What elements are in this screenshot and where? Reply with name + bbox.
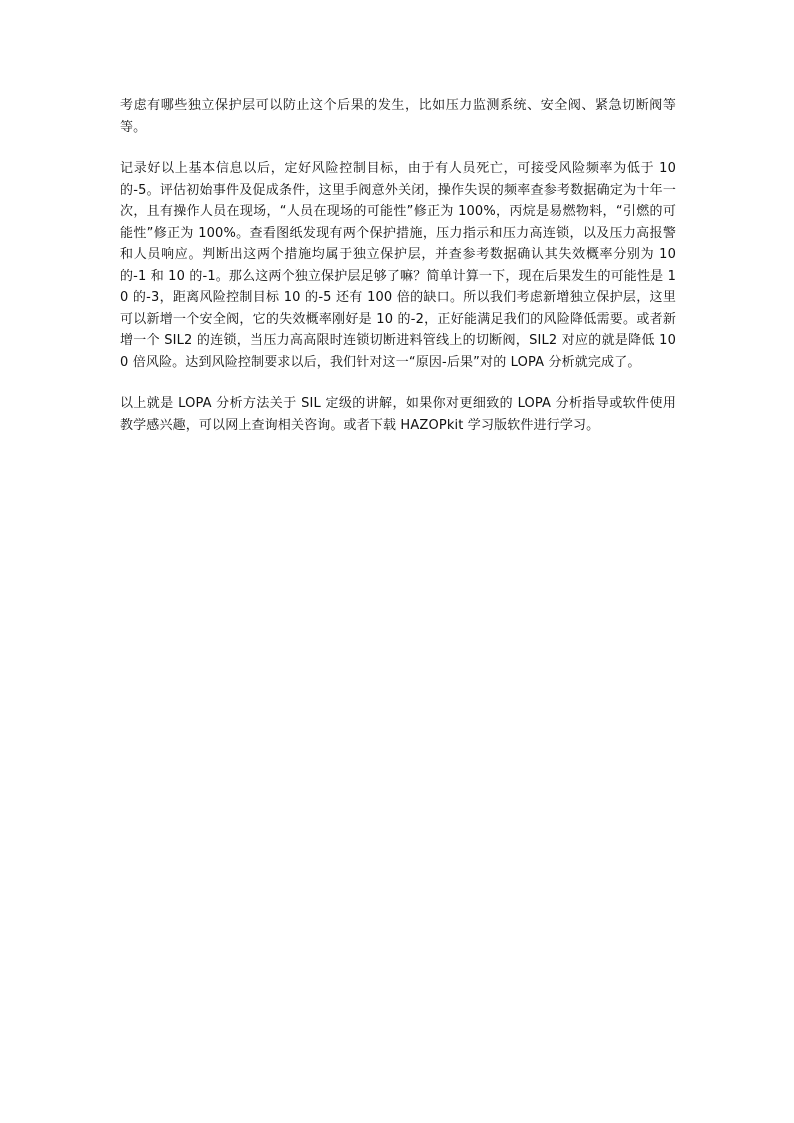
paragraph-protection-layers: 考虑有哪些独立保护层可以防止这个后果的发生，比如压力监测系统、安全阀、紧急切断阀等等。 — [120, 98, 676, 135]
paragraph-conclusion: 以上就是 LOPA 分析方法关于 SIL 定级的讲解，如果你对更细致的 LOPA 分析指导或软件使用教学感兴趣，可以网上查询相关咨询。或者下载 HAZOPkit 学习版软件进行学习。 — [120, 396, 676, 433]
document-body — [120, 95, 676, 456]
paragraph-lopa-analysis: 记录好以上基本信息以后，定好风险控制目标，由于有人员死亡，可接受风险频率为低于 10 的-5。评估初始事件及促成条件，这里手阀意外关闭，操作失误的频率查参考数据确定为十年一次，且有操作人员在现场，“人员在现场的可能性”修正为 100%，丙烷是易燃物料，“引燃的可能性”修正为 100%。查看图纸发现有两个保护措施，压力指示和压力高连锁，以及压力高报警和人员响应。判断出这两个措施均属于独立保护层，并查参考数据确认其失效概率分别为 10 的-1 和 10 的-1。那么这两个独立保护层足够了嘛？简单计算一下，现在后果发生的可能性是 10 的-3，距离风险控制目标 10 的-5 还有 100 倍的缺口。所以我们考虑新增独立保护层，这里可以新增一个安全阀，它的失效概率刚好是 10 的-2，正好能满足我们的风险降低需要。或者新增一个 SIL2 的连锁，当压力高高限时连锁切断进料管线上的切断阀，SIL2 对应的就是降低 100 倍风险。达到风险控制要求以后，我们针对这一“原因-后果”对的 LOPA 分析就完成了。 — [120, 161, 676, 370]
